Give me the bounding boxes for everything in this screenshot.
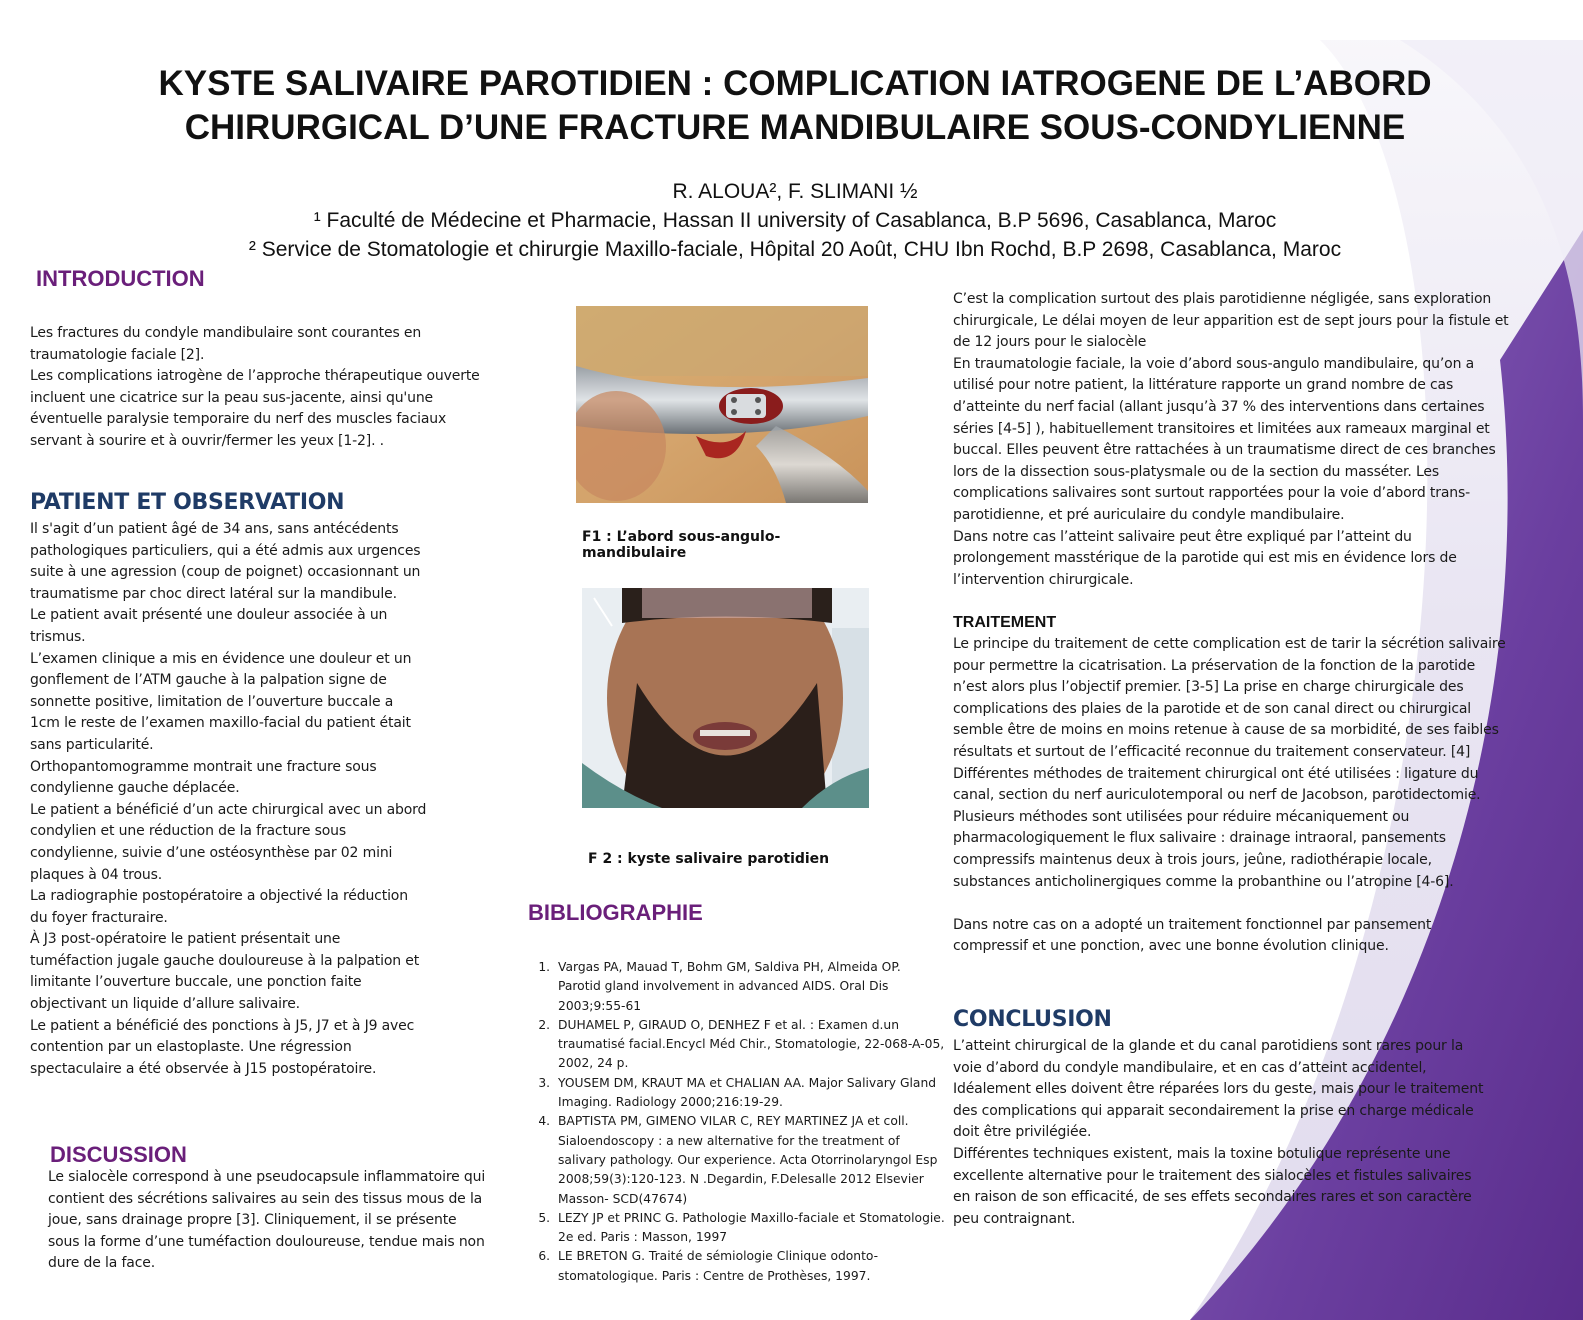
affiliation-1: ¹ Faculté de Médecine et Pharmacie, Hassan II university of Casablanca, B.P 5696, Casablanca, Maroc xyxy=(313,209,1277,232)
figure-1-photo xyxy=(576,306,868,503)
traitement-text: Le principe du traitement de cette complication est de tarir la sécrétion salivaire pour permettre la cicatrisation. La préservation de la fonction de la parotide n’est alors plus l’objectif premier. [3-5] La prise en charge chirurgicale des complications des plaies de la parotide et de son canal direct ou chirurgical semble être de moins en moins retenue à cause de sa morbidité, de ses faibles résultats et surtout de l’efficacité reconnue du traitement conservateur. [4] Différentes méthodes de traitement chirurgical ont été utilisées : ligature du canal, section du nerf auriculotemporal ou nerf de Jacobson, parotidectomie. Plusieurs méthodes sont utilisées pour réduire mécaniquement ou pharmacologiquement le flux salivaire : drainage intraoral, pansements compressifs maintenus deux à trois jours, jeûne, radiothérapie locale, substances anticholinergiques comme la probanthine ou l’atropine [4-6]. Dans notre cas on a adopté un traitement fonctionnel par pansement compressif et une ponction, avec une bonne évolution clinique. xyxy=(953,636,1506,955)
figure-2-photo xyxy=(582,588,869,808)
patient-heading: PATIENT ET OBSERVATION xyxy=(30,490,345,515)
introduction-heading: INTRODUCTION xyxy=(36,266,205,291)
patient-text: Il s'agit d’un patient âgé de 34 ans, sans antécédents pathologiques particuliers, qui a été admis aux urgences suite à une agression (coup de poignet) occasionnant un traumatisme par choc direct latéral sur la mandibule. Le patient avait présenté une douleur associée à un trismus. L’examen clinique a mis en évidence une douleur et un gonflement de l’ATM gauche à la palpation signe de sonnette positive, limitation de l’ouverture buccale a 1cm le reste de l’examen maxillo-facial du patient était sans particularité. Orthopantomogramme montrait une fracture sous condylienne gauche déplacée. Le patient a bénéficié d’un acte chirurgical avec un abord condylien et une réduction de la fracture sous condylienne, suivie d’une ostéosynthèse par 02 mini plaques à 04 trous. La radiographie postopératoire a objectivé la réduction du foyer fracturaire. À J3 post-opératoire le patient présentait une tuméfaction jugale gauche douloureuse à la palpation et limitante l’ouverture buccale, une ponction faite objectivant un liquide d’allure salivaire. Le patient a bénéficié des ponctions à J5, J7 et à J9 avec contention par un elastoplaste. Une régression spectaculaire a été observée à J15 postopératoire. xyxy=(30,521,427,1077)
bibliography-item: 6. LE BRETON G. Traité de sémiologie Clinique odonto- stomatologique. Paris : Centre de Prothèses, 1997. xyxy=(554,1247,956,1286)
bibliography-list xyxy=(526,958,956,1286)
title-line-2: CHIRURGICAL D’UNE FRACTURE MANDIBULAIRE SOUS-CONDYLIENNE xyxy=(184,108,1406,147)
traitement-heading: TRAITEMENT xyxy=(953,614,1057,631)
bibliography-item: 4. BAPTISTA PM, GIMENO VILAR C, REY MARTINEZ JA et coll. Sialoendoscopy : a new alternative for the treatment of salivary pathology. Our experience. Acta Otorrinolaryngol Esp 2008;59(3):120-123. N .Degardin, F.Delesalle 2012 Elsevier Masson- SCD(47674) xyxy=(554,1112,956,1208)
introduction-text: Les fractures du condyle mandibulaire sont courantes en traumatologie faciale [2]. Les complications iatrogène de l’approche thérapeutique ouverte incluent une cicatrice sur la peau sus-jacente, ainsi qu'une éventuelle paralysie temporaire du nerf des muscles faciaux servant à sourire et à ouvrir/fermer les yeux [1-2]. . xyxy=(30,325,480,449)
figure-2-caption: F 2 : kyste salivaire parotidien xyxy=(588,851,830,867)
conclusion-text: L’atteint chirurgical de la glande et du canal parotidiens sont rares pour la voie d’abord du condyle mandibulaire, et en cas d’atteint accidentel, Idéalement elles doivent être réparées lors du geste, mais pour le traitement des complications qui apparait secondairement la prise en charge médicale doit être privilégiée. Différentes techniques existent, mais la toxine botulique représente une excellente alternative pour le traitement des sialocèles et fistules salivaires en raison de son efficacité, de ses effets secondaires rares et son caractère peu contraignant. xyxy=(953,1038,1484,1227)
authors: R. ALOUA², F. SLIMANI ½ xyxy=(672,180,918,203)
bibliography-item: 2. DUHAMEL P, GIRAUD O, DENHEZ F et al. : Examen d.un traumatisé facial.Encycl Méd Chir., Stomatologie, 22-068-A-05, 2002, 24 p. xyxy=(554,1016,956,1074)
discussion-continued-text: C’est la complication surtout des plais parotidienne négligée, sans exploration chirurgicale, Le délai moyen de leur apparition est de sept jours pour la fistule et de 12 jours pour le sialocèle En traumatologie faciale, la voie d’abord sous-angulo mandibulaire, qu’on a utilisé pour notre patient, la littérature rapporte un grand nombre de cas d’atteinte du nerf facial (allant jusqu’à 37 % des interventions dans certaines séries [4-5] ), habituellement transitoires et limitées aux rameaux marginal et buccal. Elles peuvent être rattachées à un traumatisme direct de ces branches lors de la dissection sous-platysmale ou de la section du masséter. Les complications salivaires sont surtout rapportées pour la voie d’abord trans- parotidienne, et pré auriculaire du condyle mandibulaire. Dans notre cas l’atteint salivaire peut être expliqué par l’atteint du prolongement masstérique de la parotide qui est mis en évidence lors de l’intervention chirurgicale. xyxy=(953,291,1509,588)
title-line-1: KYSTE SALIVAIRE PAROTIDIEN : COMPLICATION IATROGENE DE L’ABORD xyxy=(158,64,1432,103)
discussion-text: Le sialocèle correspond à une pseudocapsule inflammatoire qui contient des sécrétions salivaires au sein des tissus mous de la joue, sans drainage propre [3]. Cliniquement, il se présente sous la forme d’une tuméfaction douloureuse, tendue mais non dure de la face. xyxy=(48,1169,486,1272)
bibliography-item: 5. LEZY JP et PRINC G. Pathologie Maxillo-faciale et Stomatologie. 2e ed. Paris : Masson, 1997 xyxy=(554,1209,956,1248)
bibliography-item: 1. Vargas PA, Mauad T, Bohm GM, Saldiva PH, Almeida OP. Parotid gland involvement in advanced AIDS. Oral Dis 2003;9:55-61 xyxy=(554,958,956,1016)
poster-title xyxy=(80,62,1510,150)
discussion-heading: DISCUSSION xyxy=(50,1142,187,1167)
figure-1-caption: F1 : L’abord sous-angulo-mandibulaire xyxy=(582,529,781,561)
conclusion-heading: CONCLUSION xyxy=(953,1007,1112,1032)
bibliography-heading: BIBLIOGRAPHIE xyxy=(528,900,703,925)
affiliation-2: ² Service de Stomatologie et chirurgie Maxillo-faciale, Hôpital 20 Août, CHU Ibn Rochd, B.P 2698, Casablanca, Maroc xyxy=(248,238,1342,261)
bibliography-item: 3. YOUSEM DM, KRAUT MA et CHALIAN AA. Major Salivary Gland Imaging. Radiology 2000;216:19-29. xyxy=(554,1074,956,1113)
